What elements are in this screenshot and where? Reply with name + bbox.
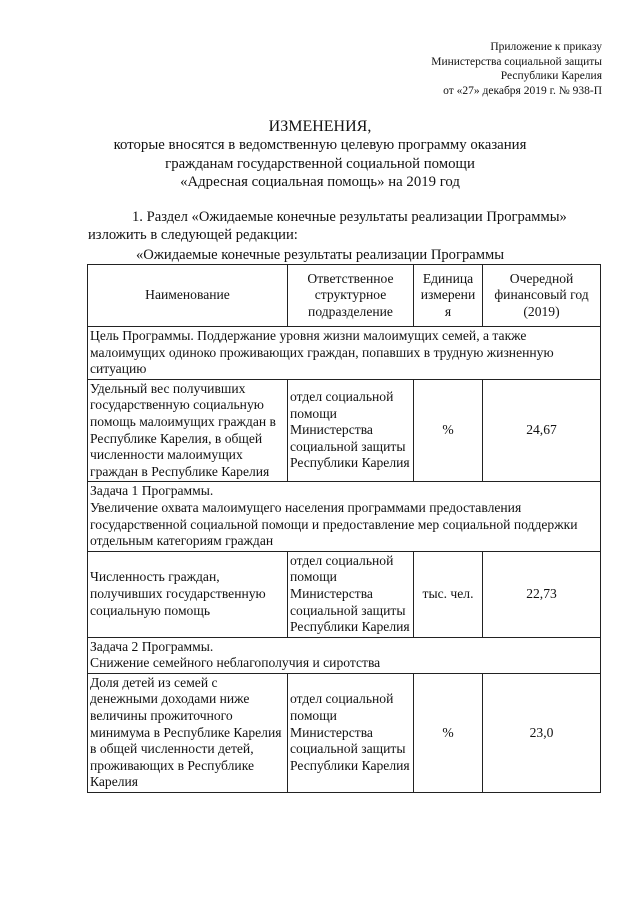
row-value: 22,73 [483,551,601,637]
document-title [0,117,640,192]
header-dept: Ответственное структурное подразделение [288,265,414,327]
header-name: Наименование [88,265,288,327]
table-section-row [88,327,601,380]
table-row [88,551,601,637]
title-main: ИЗМЕНЕНИЯ, [268,118,372,135]
row-dept: отдел социальной помощи Министерства социальной защиты Республики Карелия [288,673,414,792]
approval-line: от «27» декабря 2019 г. № 938-П [443,84,602,97]
row-unit: % [414,673,483,792]
paragraph-1: 1. Раздел «Ожидаемые конечные результаты реализации Программы» изложить в следующей редакции: [88,209,567,243]
row-name: Доля детей из семей с денежными доходами ниже величины прожиточного минимума в Республике Карелия в общей численности детей, проживающих в Республике Карелия [88,673,288,792]
goal-cell: Цель Программы. Поддержание уровня жизни малоимущих семей, а также малоимущих одиноко проживающих граждан, попавших в трудную жизненную ситуацию [88,327,601,380]
table-row [88,673,601,792]
task2-cell: Задача 2 Программы. Снижение семейного неблагополучия и сиротства [88,637,601,673]
row-value: 23,0 [483,673,601,792]
table-row [88,379,601,482]
row-dept: отдел социальной помощи Министерства социальной защиты Республики Карелия [288,379,414,482]
approval-line: Министерства социальной защиты [431,55,602,68]
paragraph-2: «Ожидаемые конечные результаты реализации Программы [136,247,504,263]
row-unit: тыс. чел. [414,551,483,637]
results-table [87,264,601,793]
approval-line: Приложение к приказу [490,41,602,53]
header-unit: Единица измерени я [414,265,483,327]
table-header-row [88,265,601,327]
approval-header [431,40,602,98]
header-year: Очередной финансовый год (2019) [483,265,601,327]
table-section-row [88,482,601,551]
row-name: Удельный вес получивших государственную социальную помощь малоимущих граждан в Республике Карелия, в общей численности малоимущих граждан в Республике Карелия [88,379,288,482]
title-line: которые вносятся в ведомственную целевую программу оказания [113,137,527,153]
title-line: гражданам государственной социальной помощи [165,155,475,172]
table-section-row [88,637,601,673]
title-line: «Адресная социальная помощь» на 2019 год [180,174,460,190]
row-unit: % [414,379,483,482]
row-dept: отдел социальной помощи Министерства социальной защиты Республики Карелия [288,551,414,637]
approval-line: Республики Карелия [500,70,602,82]
row-value: 24,67 [483,379,601,482]
task1-cell: Задача 1 Программы. Увеличение охвата малоимущего населения программами предоставления государственной социальной помощи и предоставление мер социальной поддержки отдельным категориям граждан [88,482,601,551]
row-name: Численность граждан, получивших государственную социальную помощь [88,551,288,637]
